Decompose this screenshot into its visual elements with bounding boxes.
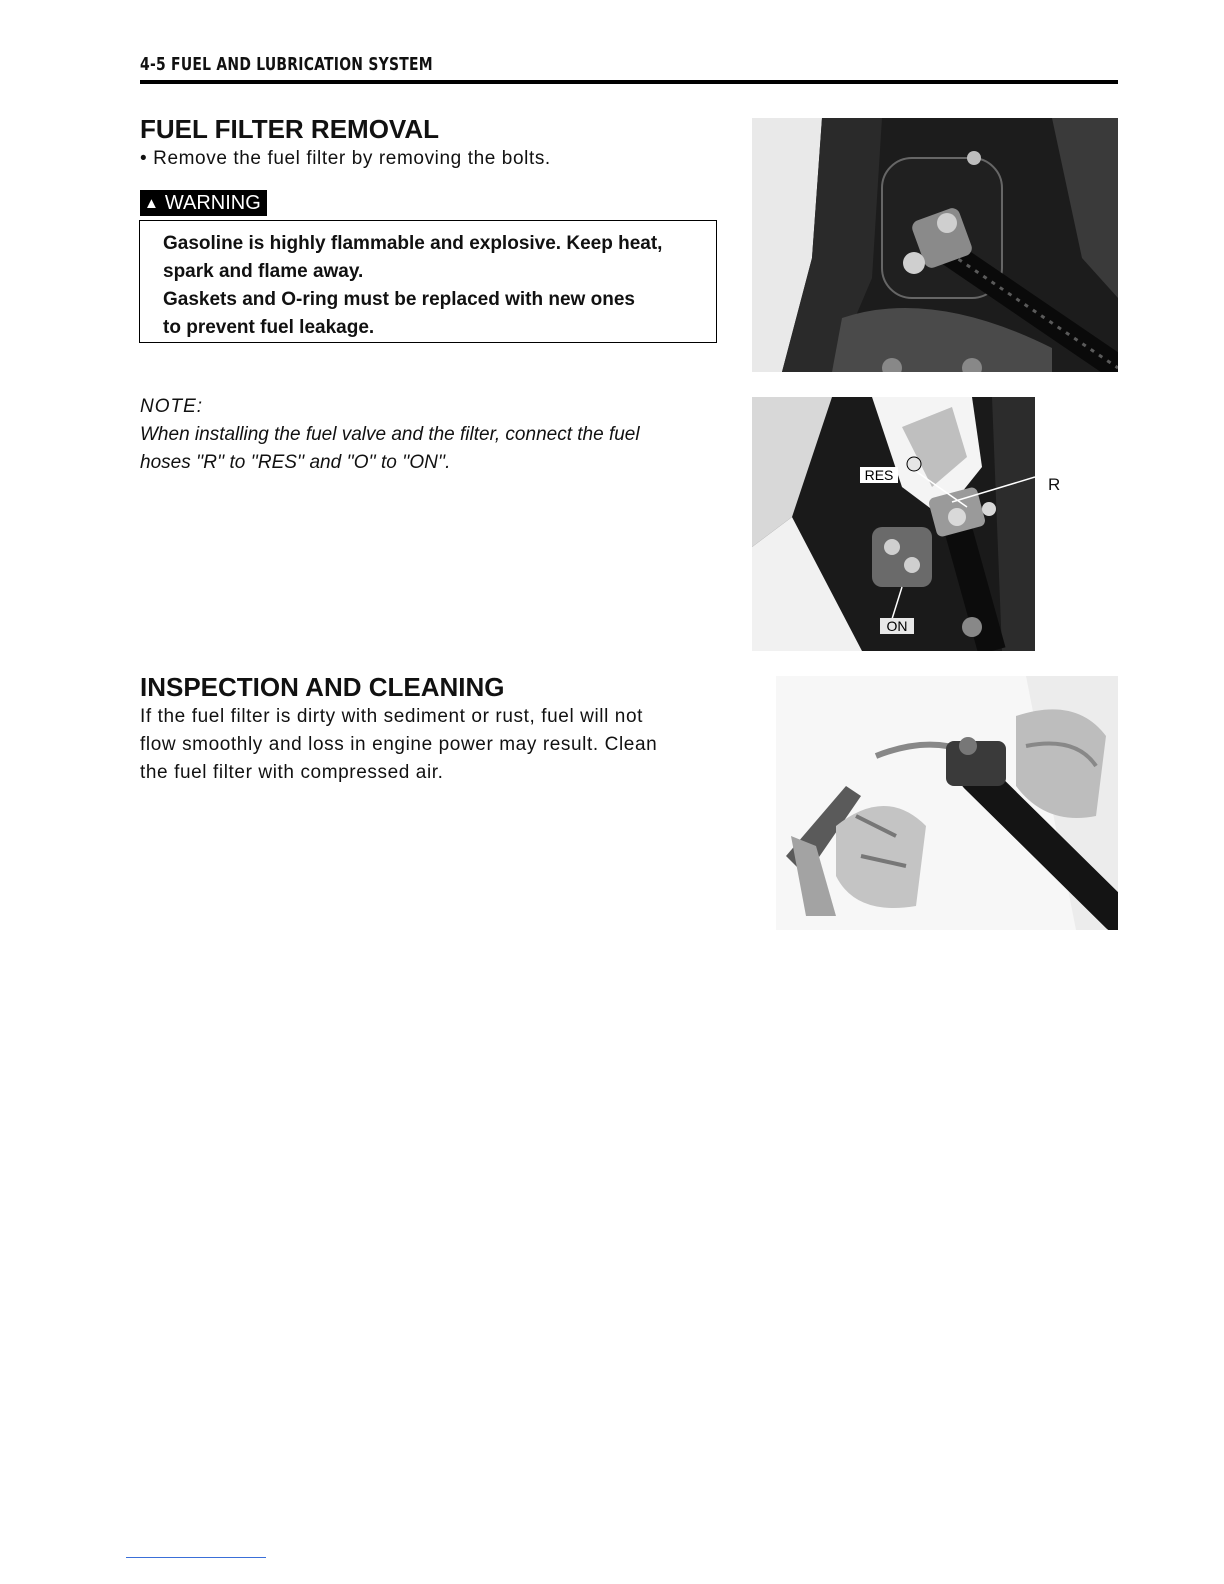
note-line: hoses ''R'' to ''RES'' and ''O'' to ''ON''. <box>140 452 451 473</box>
r-label: R <box>1048 475 1061 494</box>
fuel-filter-photo <box>752 118 1118 372</box>
warning-line: spark and flame away. <box>163 261 364 282</box>
inspection-heading: INSPECTION AND CLEANING <box>140 672 505 702</box>
res-label: RES <box>864 467 894 483</box>
warning-line: Gasoline is highly flammable and explosive. Keep heat, <box>163 233 663 254</box>
warning-line: Gaskets and O-ring must be replaced with new ones <box>163 289 635 310</box>
compressed-air-cleaning-photo <box>776 676 1118 930</box>
page-header <box>140 54 1118 75</box>
removal-heading: FUEL FILTER REMOVAL <box>140 114 439 144</box>
on-label: ON <box>886 618 908 634</box>
warning-label-text: WARNING <box>164 191 261 214</box>
section-title: 4-5 FUEL AND LUBRICATION SYSTEM <box>140 54 433 75</box>
footer-rule <box>126 1557 266 1558</box>
warning-line: to prevent fuel leakage. <box>163 317 375 338</box>
header-rule <box>140 80 1118 84</box>
inspection-text <box>140 703 657 787</box>
note-text <box>140 421 640 477</box>
note-label: NOTE: <box>140 396 204 417</box>
note-line: When installing the fuel valve and the filter, connect the fuel <box>140 424 640 445</box>
removal-bullet: • Remove the fuel filter by removing the bolts. <box>140 148 551 169</box>
warning-triangle-icon: ▲ <box>144 194 159 212</box>
warning-label <box>140 190 267 216</box>
inspection-line: the fuel filter with compressed air. <box>140 762 444 783</box>
warning-box <box>139 220 717 343</box>
fuel-hose-connection-photo <box>752 397 1035 651</box>
inspection-line: flow smoothly and loss in engine power may result. Clean <box>140 734 658 755</box>
inspection-line: If the fuel filter is dirty with sediment or rust, fuel will not <box>140 706 644 727</box>
